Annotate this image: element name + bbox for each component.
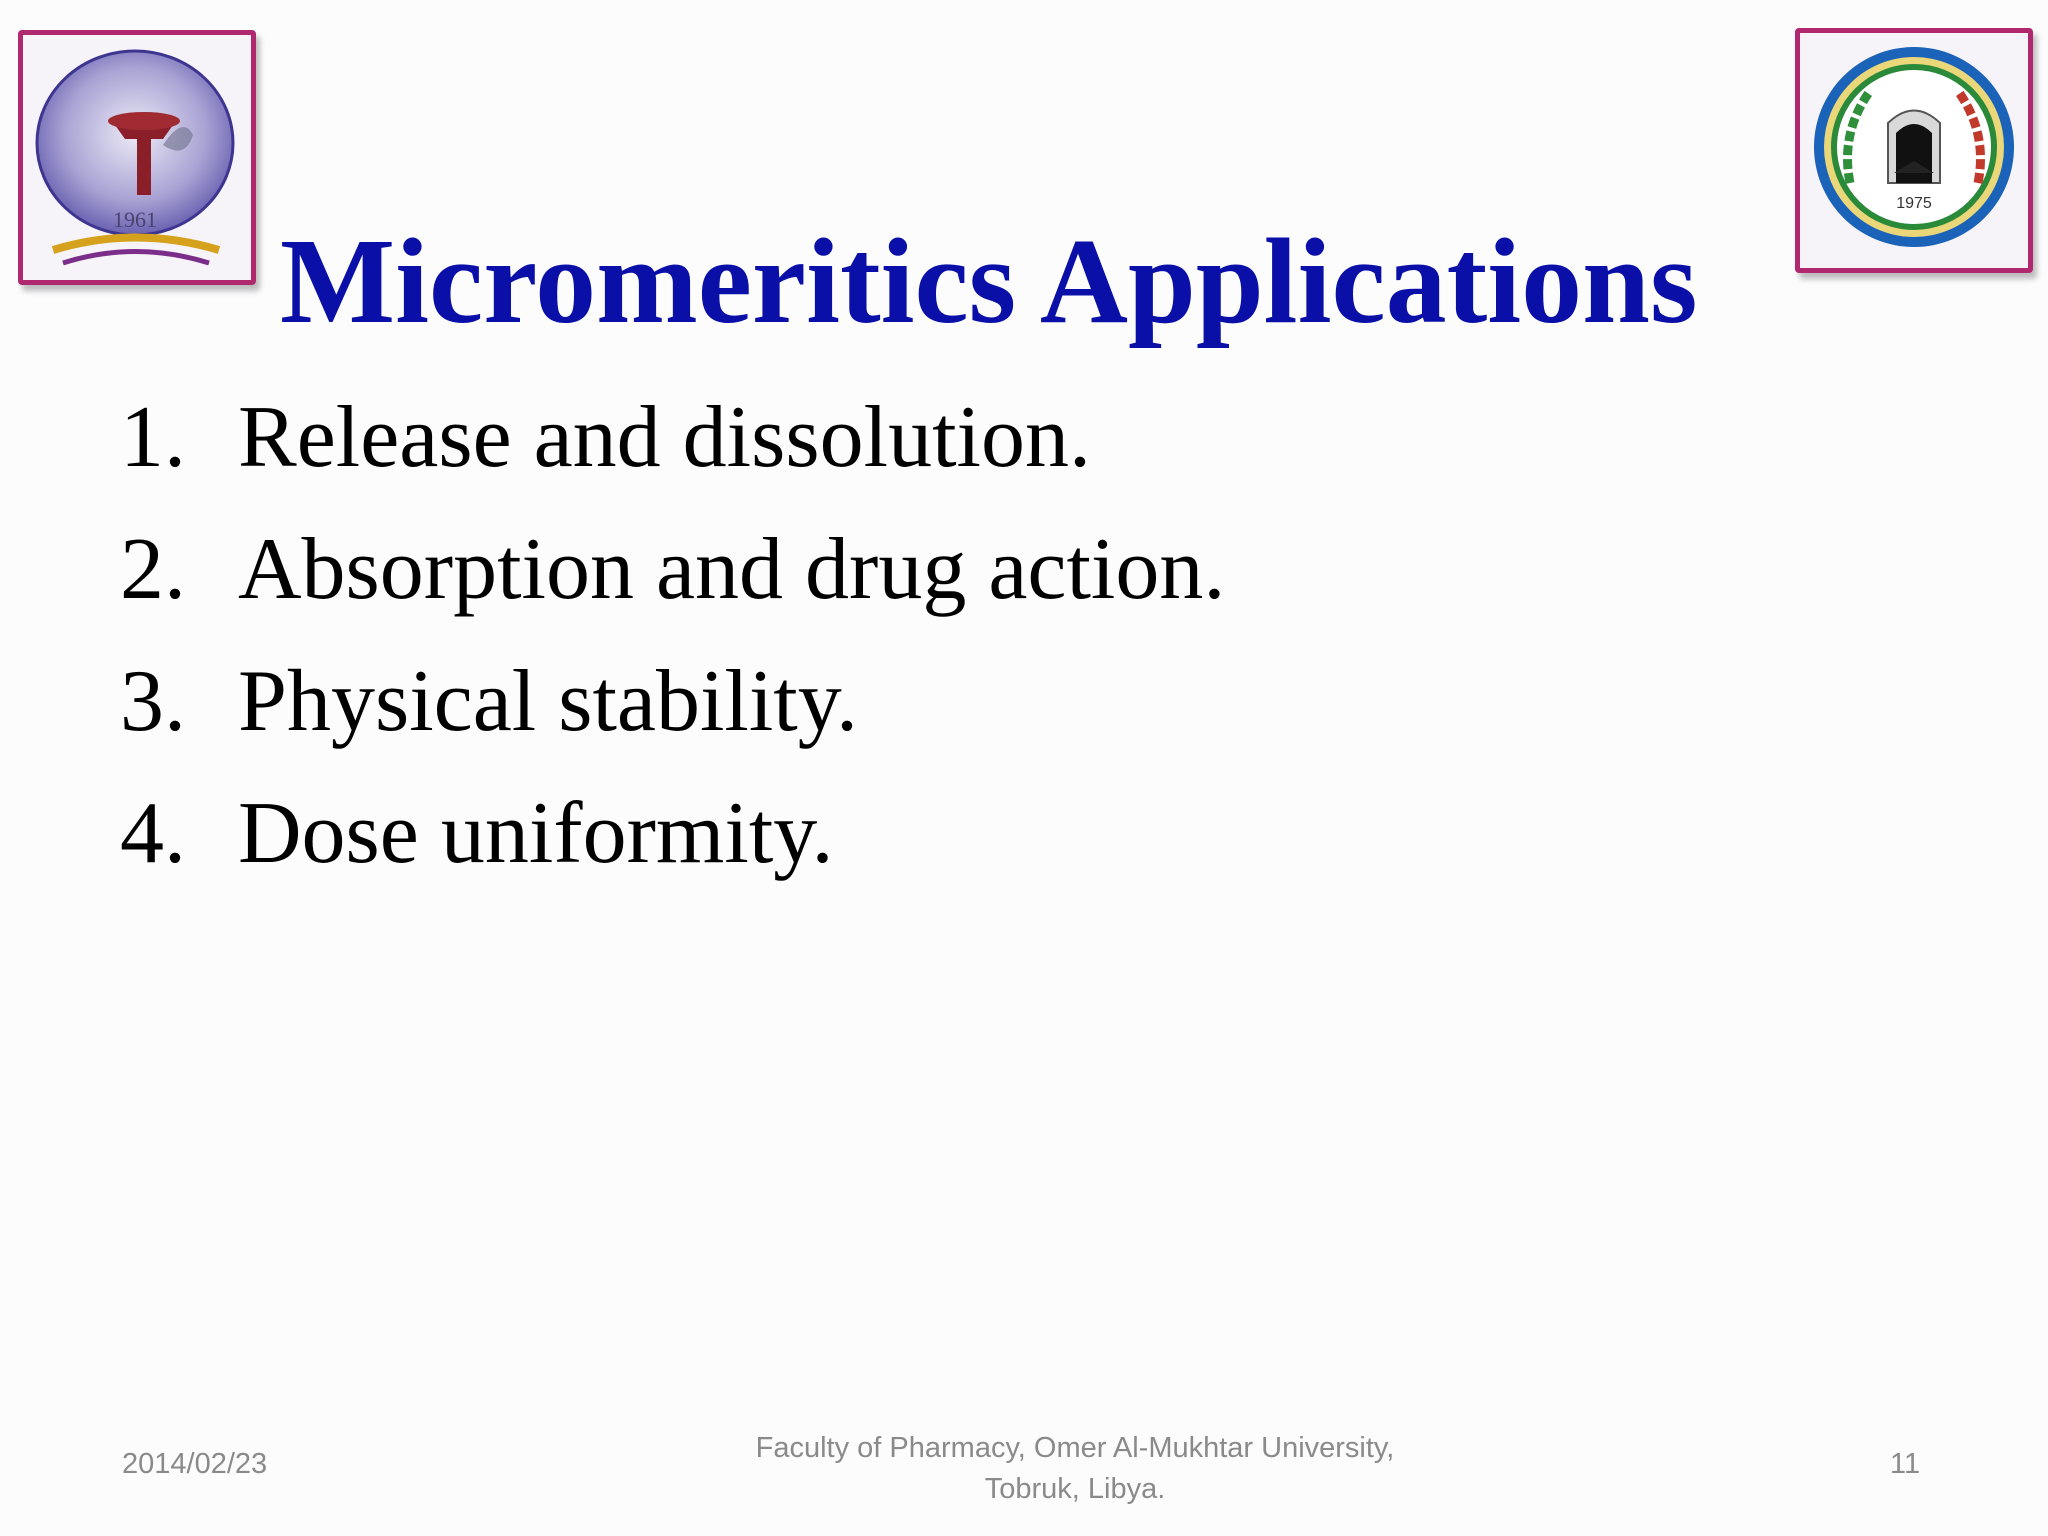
list-item: [120, 636, 1620, 768]
page-number: 11: [1890, 1448, 1921, 1480]
faculty-logo: [18, 30, 256, 285]
footer-organization-line1: Faculty of Pharmacy, Omer Al-Mukhtar University,: [755, 1432, 1395, 1464]
list-item-number: 4.: [120, 785, 186, 882]
list-item-text: Absorption and drug action.: [238, 521, 1226, 618]
list-item-text: Dose uniformity.: [238, 785, 834, 882]
list-item-text: Physical stability.: [238, 653, 859, 750]
list-item: [120, 372, 1620, 504]
list-item-number: 1.: [120, 389, 186, 486]
list-item-number: 2.: [120, 521, 186, 618]
university-logo: [1795, 28, 2033, 273]
footer-organization-line2: Tobruk, Libya.: [984, 1473, 1166, 1505]
svg-text:1961: 1961: [113, 207, 157, 232]
footer-organization: [700, 1428, 1450, 1510]
footer-date: 2014/02/23: [122, 1448, 268, 1480]
slide-title: Micromeritics Applications: [280, 213, 1698, 349]
faculty-emblem-icon: [23, 35, 251, 280]
applications-list: [120, 372, 1620, 900]
svg-text:1975: 1975: [1896, 195, 1932, 212]
list-item-text: Release and dissolution.: [238, 389, 1091, 486]
university-seal-icon: [1800, 33, 2028, 268]
list-item: [120, 768, 1620, 900]
list-item-number: 3.: [120, 653, 186, 750]
list-item: [120, 504, 1620, 636]
